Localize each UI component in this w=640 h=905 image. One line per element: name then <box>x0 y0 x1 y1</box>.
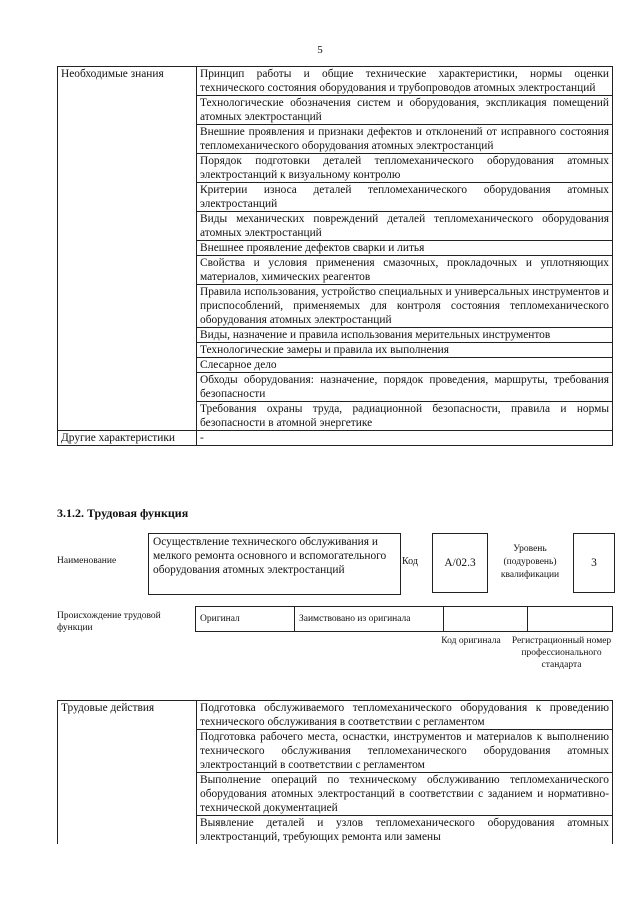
origin-reg-cell <box>528 607 613 632</box>
knowledge-item: Порядок подготовки деталей тепломеханического оборудования атомных электростанций к визуальному контролю <box>197 154 613 183</box>
knowledge-item: Свойства и условия применения смазочных, прокладочных и уплотняющих материалов, химических реагентов <box>197 256 613 285</box>
origin-borrowed: Заимствовано из оригинала <box>295 607 444 632</box>
knowledge-item: Внешние проявления и признаки дефектов и отклонений от исправного состояния тепломеханического оборудования атомных электростанций <box>197 125 613 154</box>
action-item: Выявление деталей и узлов тепломеханического оборудования атомных электростанций, требующих ремонта или замены <box>197 816 613 845</box>
knowledge-item: Обходы оборудования: назначение, порядок проведения, маршруты, требования безопасности <box>197 373 613 402</box>
code-label: Код <box>402 556 418 567</box>
knowledge-item: Требования охраны труда, радиационной безопасности, правила и нормы безопасности в атомной энергетике <box>197 402 613 431</box>
table-row <box>58 431 613 446</box>
knowledge-item: Виды механических повреждений деталей тепломеханического оборудования атомных электростанций <box>197 212 613 241</box>
knowledge-item: Принцип работы и общие технические характеристики, нормы оценки технического состояния оборудования и трубопроводов атомных электростанций <box>197 67 613 96</box>
origin-table <box>195 606 613 632</box>
level-box: 3 <box>573 533 615 593</box>
labor-actions-table <box>57 700 613 844</box>
knowledge-item: Критерии износа деталей тепломеханического оборудования атомных электростанций <box>197 183 613 212</box>
row-label-other: Другие характеристики <box>58 431 197 446</box>
knowledge-item: Правила использования, устройство специальных и универсальных инструментов и приспособлений, применяемых для контроля состояния тепломеханического оборудования атомных электростанций <box>197 285 613 328</box>
level-label: Уровень (подуровень) квалификации <box>500 544 560 580</box>
action-item: Подготовка обслуживаемого тепломеханического оборудования к проведению технического обслуживания в соответствии с регламентом <box>197 701 613 730</box>
table-row <box>58 701 613 730</box>
function-name-box: Осуществление технического обслуживания и мелкого ремонта основного и вспомогательного оборудования атомных электростанций <box>148 533 401 595</box>
row-label-actions: Трудовые действия <box>58 701 197 845</box>
origin-code-cell <box>444 607 528 632</box>
reg-number-label: Регистрационный номер профессионального стандарта <box>511 636 612 670</box>
other-value: - <box>197 431 613 446</box>
code-origin-label: Код оригинала <box>441 636 501 646</box>
origin-label: Происхождение трудовой функции <box>57 611 161 633</box>
table-row <box>58 67 613 96</box>
action-item: Выполнение операций по техническому обслуживанию тепломеханического оборудования атомных электростанций в соответствии с заданием и нормативно-технической документацией <box>197 773 613 816</box>
knowledge-item: Технологические обозначения систем и оборудования, экспликация помещений атомных электростанций <box>197 96 613 125</box>
name-label: Наименование <box>57 556 117 566</box>
section-heading: 3.1.2. Трудовая функция <box>57 506 189 520</box>
knowledge-item: Виды, назначение и правила использования мерительных инструментов <box>197 328 613 343</box>
knowledge-item: Технологические замеры и правила их выполнения <box>197 343 613 358</box>
knowledge-table <box>57 66 613 446</box>
knowledge-item: Внешнее проявление дефектов сварки и литья <box>197 241 613 256</box>
row-label-knowledge: Необходимые знания <box>58 67 197 431</box>
knowledge-item: Слесарное дело <box>197 358 613 373</box>
page-number: 5 <box>317 44 323 56</box>
action-item: Подготовка рабочего места, оснастки, инструментов и материалов к выполнению технического обслуживания тепломеханического оборудования атомных электростанций в соответствии с регламентом <box>197 730 613 773</box>
function-code-box: A/02.3 <box>432 533 488 593</box>
origin-original: Оригинал <box>196 607 295 632</box>
